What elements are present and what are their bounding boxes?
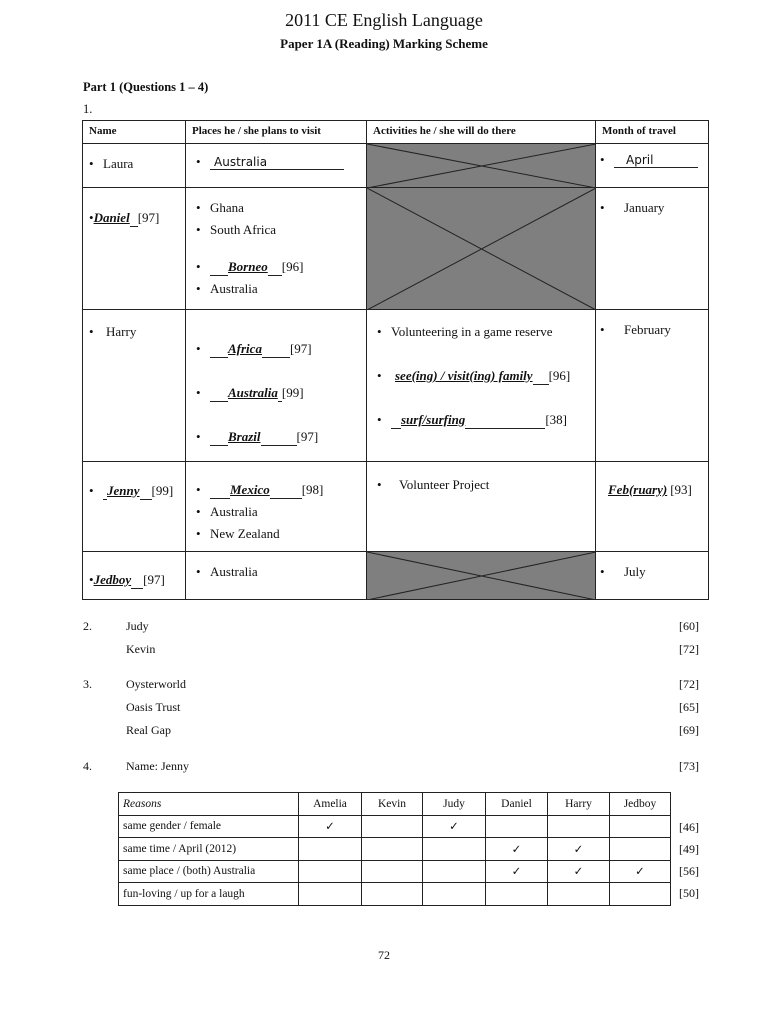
answer-mark: [73] [679,759,699,773]
header-kevin: Kevin [362,793,423,816]
check-icon: ✓ [486,860,548,883]
place-item: Australia [210,281,258,296]
month-value: February [624,322,671,337]
place-handwritten: Australia [210,155,344,170]
place-answer: Mexico [230,482,270,497]
check-cell [548,815,610,838]
month-cell: • July [596,552,709,600]
answer-mark: [97] [296,429,319,444]
table-row [119,838,671,861]
answer-text: Judy [126,619,149,633]
answer-mark: [72] [679,642,699,656]
month-answer: Feb(ruary) [608,482,668,497]
name-value: Harry [106,324,137,339]
table-row [119,860,671,883]
document-title: 2011 CE English Language [285,10,483,30]
check-cell [610,838,671,861]
month-cell: • February [596,310,709,462]
table-row [83,552,709,600]
place-item: New Zealand [210,526,280,541]
answer-mark: [65] [679,700,699,714]
check-icon: ✓ [548,860,610,883]
question-1-number: 1. [83,102,93,116]
cross-out-icon [367,188,596,310]
places-cell: • Australia [186,144,367,188]
place-item: Ghana [210,200,244,215]
question-4-table [118,792,671,906]
answer-mark: [72] [679,677,699,691]
activity-answer: surf/surfing [401,412,466,427]
check-cell [486,883,548,906]
answer-mark: [60] [679,619,699,633]
check-cell [299,883,362,906]
activities-cell: • Volunteer Project [367,462,596,552]
answer-mark: [97] [137,210,160,225]
check-cell [486,815,548,838]
name-cell: • Jenny [99] [83,462,186,552]
places-cell: • Mexico [98] • Australia • New Zealand [186,462,367,552]
answer-mark: [50] [679,886,699,900]
check-cell [299,860,362,883]
table-header-row [119,793,671,816]
answer-text: Name: Jenny [126,759,189,773]
check-cell [423,883,486,906]
answer-mark: [46] [679,820,699,834]
answer-mark: [56] [679,864,699,878]
answer-mark: [38] [545,412,567,427]
name-cell: • Laura [83,144,186,188]
answer-mark: [98] [301,482,324,497]
check-cell [362,838,423,861]
header-places: Places he / she plans to visit [186,121,367,144]
place-answer: Borneo [228,259,268,274]
name-answer: Jedboy [93,572,132,587]
page-number: 72 [378,948,390,962]
place-answer: Australia [228,385,278,400]
places-cell: • Australia [186,552,367,600]
answer-mark: [97] [143,572,165,587]
place-item: Australia [210,564,258,579]
check-icon: ✓ [486,838,548,861]
cross-out-icon [367,552,596,600]
header-activities: Activities he / she will do there [367,121,596,144]
table-row [83,144,709,188]
table-header-row [83,121,709,144]
header-daniel: Daniel [486,793,548,816]
question-3-number: 3. [83,677,92,691]
check-cell [610,883,671,906]
check-cell [362,860,423,883]
header-amelia: Amelia [299,793,362,816]
header-name: Name [83,121,186,144]
answer-mark: [99] [151,483,174,498]
places-cell: • Ghana • South Africa • Borneo [96] • Australia [186,188,367,310]
name-answer: Jenny [107,483,140,498]
check-cell [610,815,671,838]
place-item: South Africa [210,222,277,237]
reason-label: same place / (both) Australia [119,860,299,883]
check-icon: ✓ [548,838,610,861]
table-row [119,815,671,838]
header-reasons: Reasons [119,793,299,816]
reason-label: same gender / female [119,815,299,838]
name-cell: •Jedboy [97] [83,552,186,600]
answer-text: Real Gap [126,723,171,737]
check-cell [299,838,362,861]
shaded-cell [367,552,596,600]
part-heading: Part 1 (Questions 1 – 4) [83,80,209,94]
answer-mark: [97] [289,341,312,356]
header-jedboy: Jedboy [610,793,671,816]
check-icon: ✓ [423,815,486,838]
places-cell: • Africa [97] • Australia [99] • Brazil [97] [186,310,367,462]
answer-text: Oasis Trust [126,700,181,714]
check-icon: ✓ [610,860,671,883]
table-row [83,462,709,552]
place-answer: Brazil [228,429,261,444]
check-cell [362,883,423,906]
header-harry: Harry [548,793,610,816]
month-cell: • April [596,144,709,188]
name-answer: Daniel [93,210,130,225]
check-cell [362,815,423,838]
question-4-number: 4. [83,759,92,773]
check-icon: ✓ [299,815,362,838]
check-cell [423,860,486,883]
answer-text: Oysterworld [126,677,186,691]
month-cell: • January [596,188,709,310]
answer-mark: [93] [670,482,692,497]
month-cell [596,462,709,552]
place-answer: Africa [228,341,262,356]
check-cell [423,838,486,861]
question-2-number: 2. [83,619,92,633]
month-value: July [624,564,646,579]
document-subtitle: Paper 1A (Reading) Marking Scheme [280,36,488,51]
name-cell: •Daniel [97] [83,188,186,310]
question-1-table [82,120,709,600]
activities-cell: • Volunteering in a game reserve • see(ing) / visit(ing) family [96] • surf/surfing [38] [367,310,596,462]
header-month: Month of travel [596,121,709,144]
check-cell [548,883,610,906]
answer-text: Kevin [126,642,156,656]
answer-mark: [49] [679,842,699,856]
table-row [83,310,709,462]
month-value: January [624,200,665,215]
table-row [83,188,709,310]
reason-label: same time / April (2012) [119,838,299,861]
cross-out-icon [367,144,596,188]
header-judy: Judy [423,793,486,816]
answer-mark: [99] [281,385,304,400]
answer-mark: [96] [281,259,304,274]
activity-item: Volunteering in a game reserve [391,324,553,339]
activity-answer: see(ing) / visit(ing) family [395,368,533,383]
place-item: Australia [210,504,258,519]
activity-item: Volunteer Project [399,477,490,492]
answer-mark: [96] [548,368,571,383]
shaded-cell [367,188,596,310]
name-laura: Laura [103,156,134,171]
shaded-cell [367,144,596,188]
name-cell: • Harry [83,310,186,462]
answer-mark: [69] [679,723,699,737]
reason-label: fun-loving / up for a laugh [119,883,299,906]
month-handwritten: April [614,153,698,168]
table-row [119,883,671,906]
